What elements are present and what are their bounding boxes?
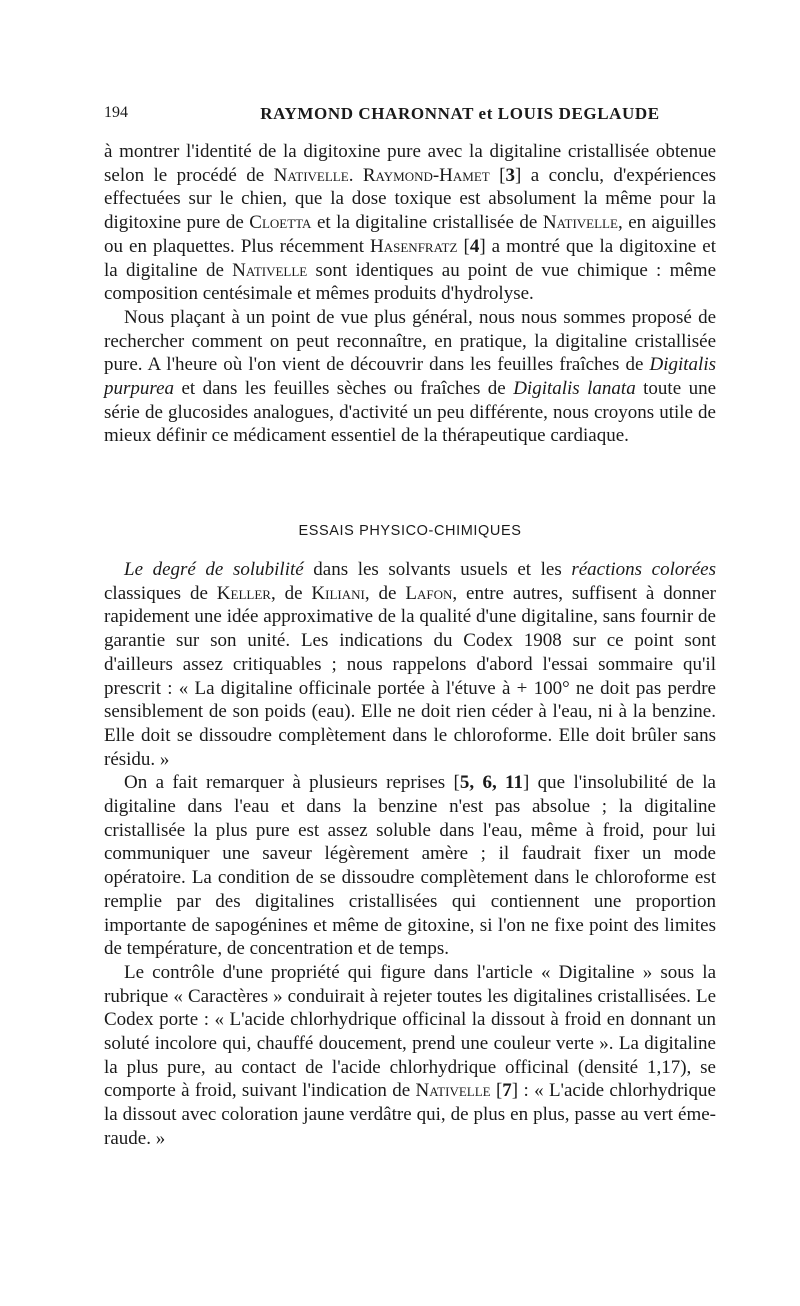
author-name: Kiliani xyxy=(311,582,365,604)
page-number: 194 xyxy=(104,104,128,121)
section-heading: ESSAIS PHYSICO-CHIMIQUES xyxy=(298,523,522,539)
author-name: Hasenfratz xyxy=(370,235,458,257)
citation-ref: 5, 6, 11 xyxy=(459,772,524,794)
author-name: Lafon xyxy=(405,582,453,604)
body-text-intro xyxy=(104,140,716,448)
author-name: Nativelle xyxy=(273,164,349,186)
author-name: Raymond-Hamet xyxy=(362,164,490,186)
body-text-essais xyxy=(104,558,716,1151)
paragraph-2: Nous plaçant à un point de vue plus général, nous nous sommes proposé de rechercher comment on peut reconnaître, en pratique, la digitaline cristallisée pure. A l'heure où l'on vient de découvrir dans les feuilles fraîches de Digitalis purpurea et dans les feuilles sèches ou fraîches de Digitalis lanata toute une série de glucosides analogues, d'activité un peu différente, nous croyons utile de mieux définir ce médicament essentiel de la thérapeutique cardiaque. xyxy=(104,306,716,447)
paragraph-1: à montrer l'identité de la digitoxine pure avec la digitaline cristallisée obtenue selon le procédé de Nativelle. Raymond-Hamet [3] a conclu, d'expériences effectuées sur le chien, que la dose toxique est absolument la même pour la digitoxine pure de Cloetta et la digitaline cristallisée de Nativelle, en aiguilles ou en plaquettes. Plus récemment Hasenfratz [4] a montré que la digitoxine et la digitaline de Nativelle sont identiques au point de vue chimique : même composition centésimale et mêmes produits d'hydrolyse. xyxy=(104,141,717,305)
author-name: Keller xyxy=(216,582,271,604)
paragraph-4: On a fait remarquer à plusieurs reprises [5, 6, 11] que l'insolubilité de la digitaline dans l'eau et dans la benzine n'est pas absolue ; la digitaline cristallisée la plus pure est assez soluble dans l'eau, même à froid, pour lui communiquer une saveur légèrement amère ; il faudrait fixer un mode opératoire. La condition de se dissoudre complètement dans le chloroforme est remplie par des digitalines cristallisées qui contiennent une proportion importante de sapogénines et même de gitoxine, si l'on ne fixe point des limites de température, de concentration et de temps. xyxy=(104,772,716,960)
paragraph-5: Le contrôle d'une propriété qui figure dans l'article « Digitaline » sous la rubrique « Caractères » conduirait à rejeter toutes les digitalines cristallisées. Le Codex porte : « L'acide chlorhydrique officinal la dissout à froid en donnant un soluté incolore qui, chauffé doucement, prend une couleur verte ». La digitaline la plus pure, au contact de l'acide chlorhydrique officinal (densité 1,17), se comporte à froid, suivant l'indication de Nativelle [7] : « L'acide chlorhydrique la dissout avec coloration jaune verdâtre qui, de plus en plus, passe au vert émeraude. » xyxy=(104,961,716,1149)
author-name: Nativelle xyxy=(415,1080,491,1102)
author-name: Cloetta xyxy=(249,212,312,234)
citation-ref: 7 xyxy=(502,1080,512,1102)
author-name: Nativelle xyxy=(232,259,308,281)
citation-ref: 3 xyxy=(505,164,515,186)
author-name: Nativelle xyxy=(542,212,618,234)
citation-ref: 4 xyxy=(469,235,480,257)
running-head-authors: RAYMOND CHARONNAT et LOUIS DEGLAUDE xyxy=(260,104,660,123)
species-name: Digitalis lanata xyxy=(513,378,636,400)
species-name: Digitalis purpurea xyxy=(104,354,716,400)
running-head xyxy=(104,104,714,128)
paragraph-3: Le degré de solubilité dans les solvants usuels et les réactions colorées classiques de Keller, de Kiliani, de Lafon, entre autres, suffisent à donner rapidement une idée approximative de la qualité d'une digitaline, sans fournir de garantie sur son unité. Les indications du Codex 1908 sur ce point sont d'ailleurs assez critiquables ; nous rappelons d'abord l'essai sommaire qu'il prescrit : « La digitaline officinale portée à l'étuve à + 100° ne doit pas perdre sensiblement de son poids (eau). Elle ne doit rien céder à l'eau, ni à la benzine. Elle doit se dissoudre complètement dans le chloroforme. Elle doit brûler sans résidu. » xyxy=(104,559,717,770)
